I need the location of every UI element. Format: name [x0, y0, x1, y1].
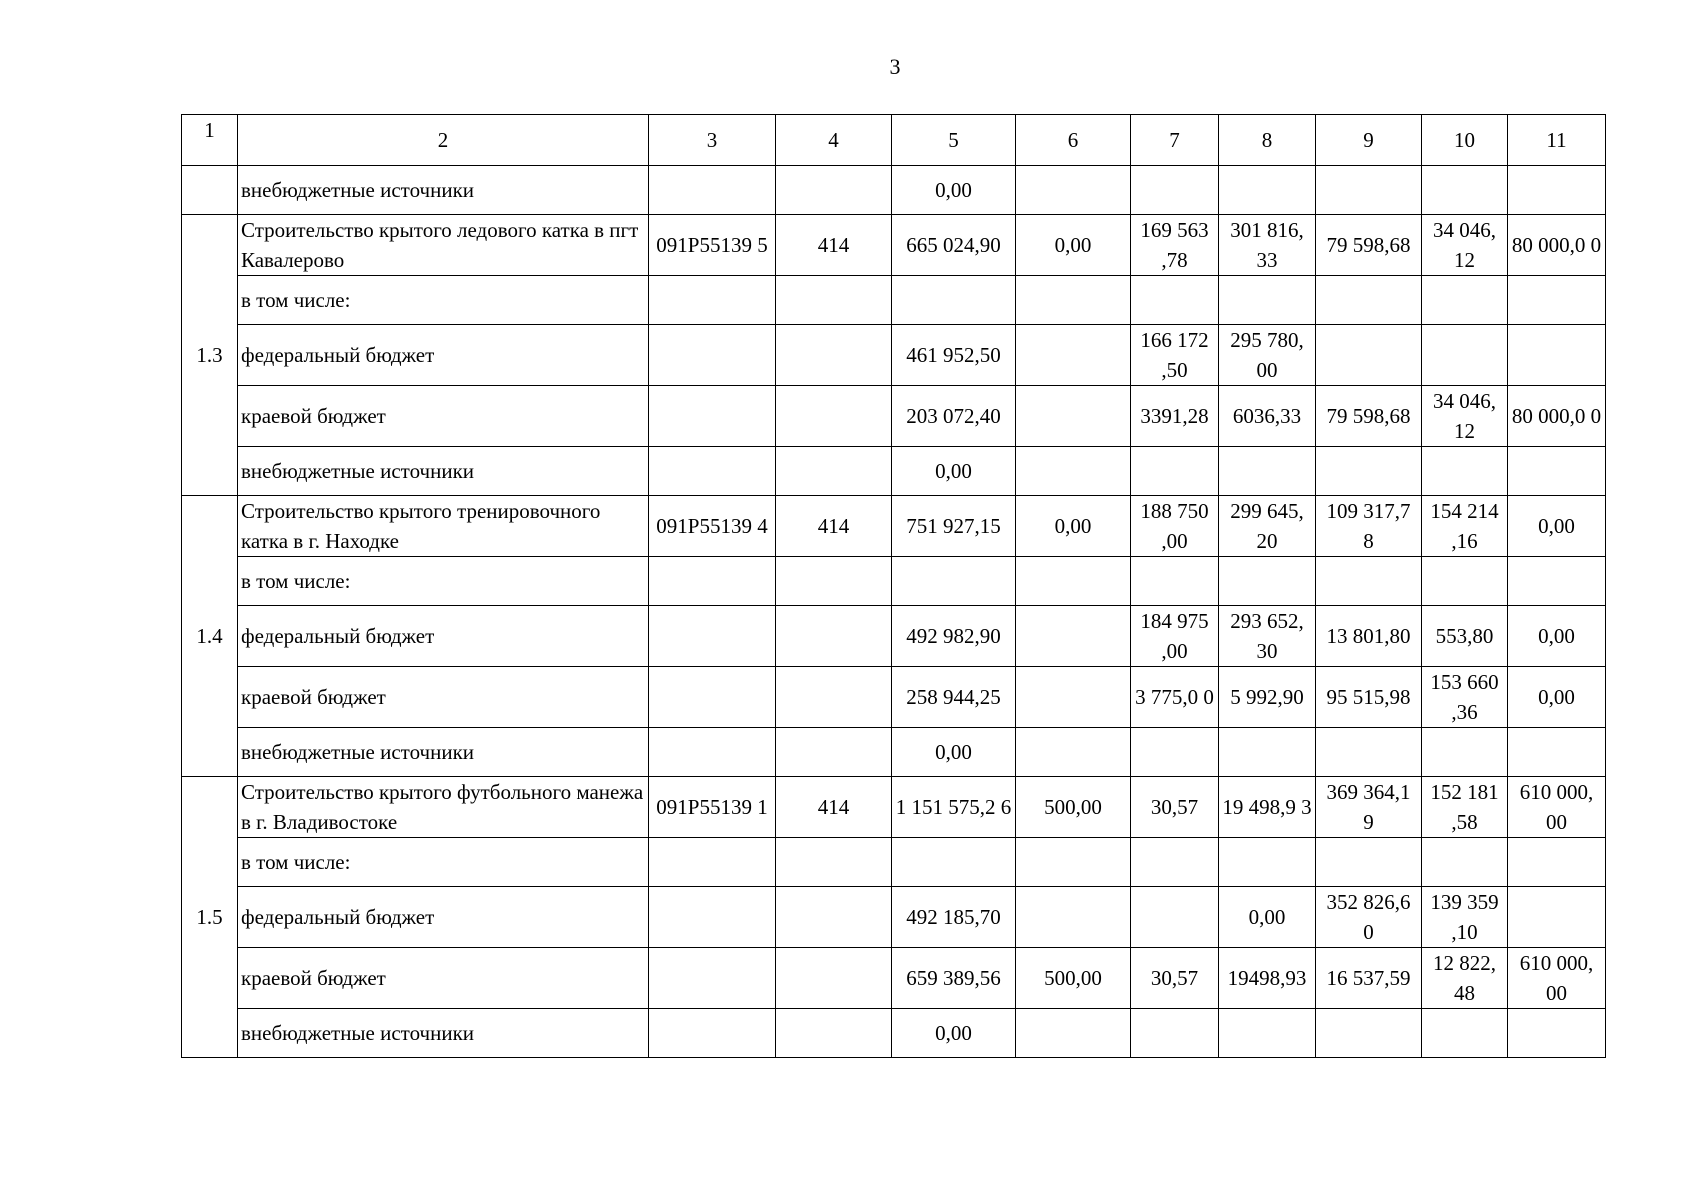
table-row: [182, 1009, 1606, 1058]
table-cell: 169 563 ,78: [1131, 215, 1219, 276]
table-cell: 203 072,40: [892, 386, 1016, 447]
table-cell: [182, 166, 238, 215]
table-cell: 492 982,90: [892, 606, 1016, 667]
table-cell: [1508, 325, 1606, 386]
table-cell: 665 024,90: [892, 215, 1016, 276]
table-cell: [776, 276, 892, 325]
table-cell: [1131, 557, 1219, 606]
table-cell: [776, 325, 892, 386]
table-cell: [776, 386, 892, 447]
table-cell: [1016, 325, 1131, 386]
header-cell: 1: [182, 115, 238, 166]
table-cell: [1316, 838, 1422, 887]
table-cell: [1131, 1009, 1219, 1058]
table-cell: 166 172 ,50: [1131, 325, 1219, 386]
row-label: федеральный бюджет: [238, 325, 649, 386]
table-cell: [649, 386, 776, 447]
table-cell: 5 992,90: [1219, 667, 1316, 728]
table-cell: [1508, 887, 1606, 948]
table-cell: 1 151 575,2 6: [892, 777, 1016, 838]
table-cell: [649, 887, 776, 948]
row-label: в том числе:: [238, 276, 649, 325]
table-cell: [1219, 1009, 1316, 1058]
table-cell: [1219, 728, 1316, 777]
table-cell: [1219, 447, 1316, 496]
table-cell: [649, 325, 776, 386]
table-cell: [1316, 447, 1422, 496]
item-number: 1.5: [182, 777, 238, 1058]
header-cell: 6: [1016, 115, 1131, 166]
item-name: Строительство крытого ледового катка в пгт Кавалерово: [238, 215, 649, 276]
table-cell: [776, 838, 892, 887]
table-row: [182, 496, 1606, 557]
table-cell: 0,00: [892, 166, 1016, 215]
table-cell: [1219, 166, 1316, 215]
table-cell: 0,00: [1508, 667, 1606, 728]
table-cell: 0,00: [1016, 496, 1131, 557]
row-label: в том числе:: [238, 557, 649, 606]
header-cell: 4: [776, 115, 892, 166]
table-cell: 461 952,50: [892, 325, 1016, 386]
table-cell: [649, 557, 776, 606]
table-row: [182, 215, 1606, 276]
table-cell: [1508, 557, 1606, 606]
table-cell: [1016, 838, 1131, 887]
table-cell: [1219, 276, 1316, 325]
table-cell: [1016, 1009, 1131, 1058]
table-cell: [649, 1009, 776, 1058]
table-cell: 414: [776, 215, 892, 276]
table-cell: [1016, 557, 1131, 606]
table-cell: [776, 557, 892, 606]
table-cell: 299 645, 20: [1219, 496, 1316, 557]
table-cell: [776, 447, 892, 496]
table-cell: 79 598,68: [1316, 215, 1422, 276]
table-cell: 414: [776, 496, 892, 557]
table-cell: 80 000,0 0: [1508, 386, 1606, 447]
table-cell: [1422, 557, 1508, 606]
row-label: внебюджетные источники: [238, 1009, 649, 1058]
table-cell: [1219, 838, 1316, 887]
table-cell: 152 181 ,58: [1422, 777, 1508, 838]
table-cell: [649, 838, 776, 887]
table-cell: 492 185,70: [892, 887, 1016, 948]
table-cell: [1422, 838, 1508, 887]
table-cell: [649, 728, 776, 777]
table-cell: [649, 276, 776, 325]
table-cell: [892, 838, 1016, 887]
table-cell: [1131, 166, 1219, 215]
header-cell: 3: [649, 115, 776, 166]
page-number: 3: [889, 54, 901, 79]
table-cell: [1016, 606, 1131, 667]
table-row: [182, 606, 1606, 667]
table-cell: [1316, 1009, 1422, 1058]
table-cell: [1316, 166, 1422, 215]
table-cell: 500,00: [1016, 948, 1131, 1009]
item-name: Строительство крытого футбольного манежа в г. Владивостоке: [238, 777, 649, 838]
table-cell: [1316, 325, 1422, 386]
table-cell: [1422, 728, 1508, 777]
header-cell: 8: [1219, 115, 1316, 166]
table-cell: 80 000,0 0: [1508, 215, 1606, 276]
table-cell: [892, 557, 1016, 606]
table-cell: [1131, 276, 1219, 325]
row-label: краевой бюджет: [238, 667, 649, 728]
row-label: внебюджетные источники: [238, 728, 649, 777]
table-cell: [1422, 276, 1508, 325]
table-cell: 091P55139 4: [649, 496, 776, 557]
table-cell: 19498,93: [1219, 948, 1316, 1009]
table-cell: [649, 667, 776, 728]
table-row: [182, 728, 1606, 777]
budget-table: [181, 114, 1606, 1058]
table-cell: [1131, 728, 1219, 777]
table-cell: 13 801,80: [1316, 606, 1422, 667]
table-cell: [1016, 728, 1131, 777]
table-cell: 3 775,0 0: [1131, 667, 1219, 728]
table-cell: 0,00: [1508, 606, 1606, 667]
table-cell: 610 000, 00: [1508, 777, 1606, 838]
table-cell: [1316, 728, 1422, 777]
table-cell: [1016, 166, 1131, 215]
table-row: [182, 838, 1606, 887]
table-cell: 0,00: [892, 1009, 1016, 1058]
table-cell: [1219, 557, 1316, 606]
header-cell: 5: [892, 115, 1016, 166]
table-cell: [649, 948, 776, 1009]
table-cell: 293 652, 30: [1219, 606, 1316, 667]
header-cell: 9: [1316, 115, 1422, 166]
row-label: внебюджетные источники: [238, 166, 649, 215]
table-row: [182, 447, 1606, 496]
table-cell: 0,00: [1016, 215, 1131, 276]
table-cell: [1016, 887, 1131, 948]
table-cell: [649, 166, 776, 215]
table-cell: [1316, 557, 1422, 606]
row-label: краевой бюджет: [238, 386, 649, 447]
table-row: [182, 557, 1606, 606]
table-cell: [1508, 166, 1606, 215]
table-cell: [1508, 276, 1606, 325]
table-cell: 95 515,98: [1316, 667, 1422, 728]
table-cell: 553,80: [1422, 606, 1508, 667]
table-cell: [649, 447, 776, 496]
table-cell: [776, 887, 892, 948]
table-cell: 659 389,56: [892, 948, 1016, 1009]
table-cell: 16 537,59: [1316, 948, 1422, 1009]
table-cell: 500,00: [1016, 777, 1131, 838]
table-cell: 0,00: [892, 728, 1016, 777]
item-number: 1.4: [182, 496, 238, 777]
row-label: федеральный бюджет: [238, 887, 649, 948]
table-cell: 091P55139 5: [649, 215, 776, 276]
table-cell: [1316, 276, 1422, 325]
table-cell: 295 780, 00: [1219, 325, 1316, 386]
table-cell: [1131, 838, 1219, 887]
table-cell: [776, 1009, 892, 1058]
table-cell: 19 498,9 3: [1219, 777, 1316, 838]
table-row: [182, 777, 1606, 838]
table-row: [182, 276, 1606, 325]
table-cell: [1016, 447, 1131, 496]
table-cell: 154 214 ,16: [1422, 496, 1508, 557]
table-cell: 3391,28: [1131, 386, 1219, 447]
table-cell: [1131, 447, 1219, 496]
table-cell: [1508, 728, 1606, 777]
table-row: [182, 386, 1606, 447]
table-cell: 109 317,7 8: [1316, 496, 1422, 557]
item-name: Строительство крытого тренировочного катка в г. Находке: [238, 496, 649, 557]
header-row: [182, 115, 1606, 166]
table-cell: [1131, 887, 1219, 948]
table-cell: [1016, 276, 1131, 325]
table-cell: 610 000, 00: [1508, 948, 1606, 1009]
table-cell: [649, 606, 776, 667]
table-row: [182, 166, 1606, 215]
table-cell: [1016, 667, 1131, 728]
row-label: федеральный бюджет: [238, 606, 649, 667]
table-cell: 091P55139 1: [649, 777, 776, 838]
header-cell: 7: [1131, 115, 1219, 166]
table-cell: [776, 606, 892, 667]
table-cell: 184 975 ,00: [1131, 606, 1219, 667]
table-cell: 6036,33: [1219, 386, 1316, 447]
table-row: [182, 887, 1606, 948]
header-cell: 2: [238, 115, 649, 166]
table-cell: [1508, 1009, 1606, 1058]
table-cell: [776, 728, 892, 777]
table-cell: [1422, 325, 1508, 386]
table-row: [182, 667, 1606, 728]
header-cell: 11: [1508, 115, 1606, 166]
table-cell: [776, 948, 892, 1009]
header-cell: 10: [1422, 115, 1508, 166]
table-cell: 301 816, 33: [1219, 215, 1316, 276]
table-cell: 30,57: [1131, 777, 1219, 838]
item-number: 1.3: [182, 215, 238, 496]
table-cell: 0,00: [892, 447, 1016, 496]
table-cell: [1422, 447, 1508, 496]
table-cell: [1508, 447, 1606, 496]
table-cell: 34 046, 12: [1422, 386, 1508, 447]
table-cell: 0,00: [1508, 496, 1606, 557]
table-cell: [1508, 838, 1606, 887]
row-label: краевой бюджет: [238, 948, 649, 1009]
table-cell: 751 927,15: [892, 496, 1016, 557]
table-cell: 153 660 ,36: [1422, 667, 1508, 728]
table-cell: [1016, 386, 1131, 447]
table-cell: 0,00: [1219, 887, 1316, 948]
table-row: [182, 325, 1606, 386]
table-cell: [776, 166, 892, 215]
table-cell: [1422, 166, 1508, 215]
table-cell: 414: [776, 777, 892, 838]
row-label: в том числе:: [238, 838, 649, 887]
table-cell: 369 364,1 9: [1316, 777, 1422, 838]
table-cell: 139 359 ,10: [1422, 887, 1508, 948]
table-cell: 30,57: [1131, 948, 1219, 1009]
table-cell: 12 822, 48: [1422, 948, 1508, 1009]
table-cell: 188 750 ,00: [1131, 496, 1219, 557]
table-cell: [1422, 1009, 1508, 1058]
table-cell: 34 046, 12: [1422, 215, 1508, 276]
table-cell: [892, 276, 1016, 325]
table-cell: 258 944,25: [892, 667, 1016, 728]
row-label: внебюджетные источники: [238, 447, 649, 496]
table-cell: 79 598,68: [1316, 386, 1422, 447]
table-cell: [776, 667, 892, 728]
table-row: [182, 948, 1606, 1009]
table-cell: 352 826,6 0: [1316, 887, 1422, 948]
